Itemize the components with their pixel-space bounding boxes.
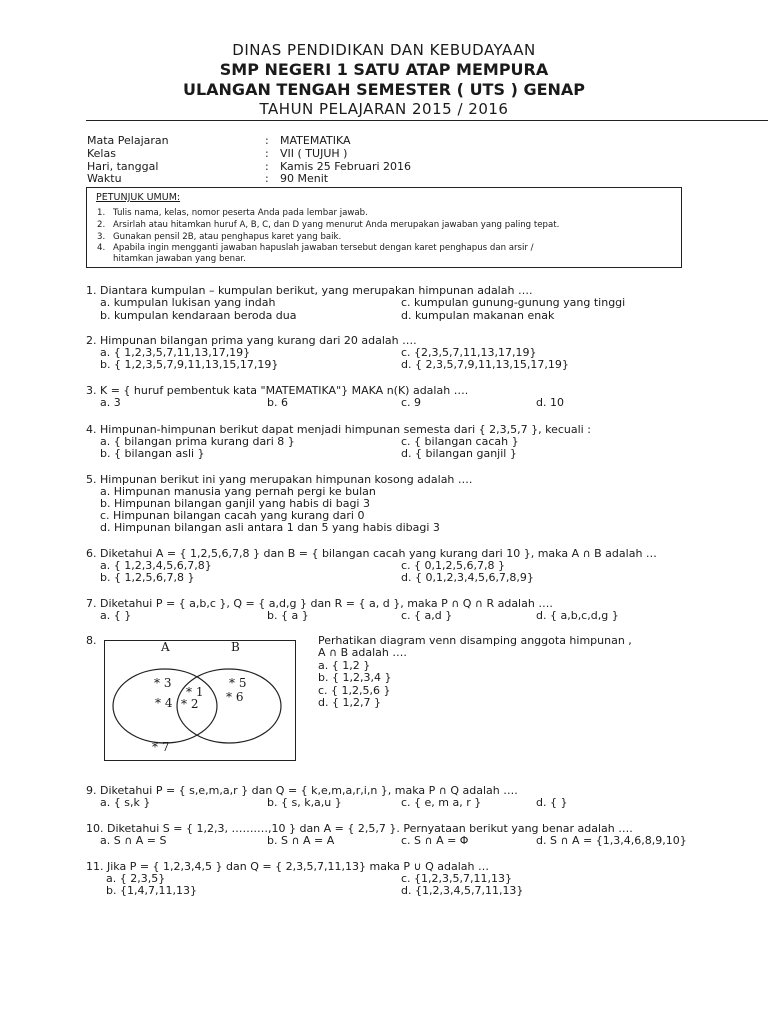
- instruction-text: Arsirlah atau hitamkan huruf A, B, C, dan D yang menurut Anda merupakan jawaban yang paling tepat.: [113, 220, 560, 230]
- question-7-stem: 7. Diketahui P = { a,b,c }, Q = { a,d,g } dan R = { a, d }, maka P ∩ Q ∩ R adalah ….: [86, 597, 553, 610]
- info-colon: :: [265, 160, 269, 173]
- header-academic-year: TAHUN PELAJARAN 2015 / 2016: [259, 100, 509, 118]
- instructions-box: [86, 187, 682, 268]
- question-8-stem-line-1: Perhatikan diagram venn disamping anggota himpunan ,: [318, 634, 632, 647]
- question-2-stem: 2. Himpunan bilangan prima yang kurang dari 20 adalah ….: [86, 334, 417, 347]
- question-8-option-b[interactable]: b. { 1,2,3,4 }: [318, 671, 392, 684]
- instruction-number: 2.: [97, 220, 106, 230]
- header-agency: DINAS PENDIDIKAN DAN KEBUDAYAAN: [232, 41, 536, 59]
- question-10-option-a[interactable]: a. S ∩ A = S: [100, 834, 167, 847]
- question-2-option-d[interactable]: d. { 2,3,5,7,9,11,13,15,17,19}: [401, 358, 569, 371]
- question-5-option-a[interactable]: a. Himpunan manusia yang pernah pergi ke bulan: [100, 485, 376, 498]
- info-label: Mata Pelajaran: [87, 134, 169, 147]
- venn-label-b: B: [231, 640, 240, 654]
- question-4-option-c[interactable]: c. { bilangan cacah }: [401, 435, 519, 448]
- instruction-text: hitamkan jawaban yang benar.: [113, 254, 246, 264]
- question-5-option-b[interactable]: b. Himpunan bilangan ganjil yang habis di bagi 3: [100, 497, 370, 510]
- question-9-option-d[interactable]: d. { }: [536, 796, 568, 809]
- question-9-option-b[interactable]: b. { s, k,a,u }: [267, 796, 342, 809]
- question-8-number: 8.: [86, 634, 97, 647]
- venn-diagram-circles: [104, 640, 296, 761]
- question-10-option-d[interactable]: d. S ∩ A = {1,3,4,6,8,9,10}: [536, 834, 687, 847]
- instruction-number: 3.: [97, 232, 106, 242]
- instruction-item: [97, 254, 246, 264]
- header-school: SMP NEGERI 1 SATU ATAP MEMPURA: [219, 60, 549, 79]
- venn-element-intersection: * 1: [186, 685, 204, 699]
- question-6-option-b[interactable]: b. { 1,2,5,6,7,8 }: [100, 571, 195, 584]
- instruction-number: 1.: [97, 208, 106, 218]
- question-8-option-c[interactable]: c. { 1,2,5,6 }: [318, 684, 391, 697]
- question-3-option-d[interactable]: d. 10: [536, 396, 564, 409]
- instruction-text: Apabila ingin mengganti jawaban hapuslah jawaban tersebut dengan karet penghapus dan arsir /: [113, 243, 534, 253]
- info-label: Hari, tanggal: [87, 160, 159, 173]
- question-8-stem-line-2: A ∩ B adalah ….: [318, 646, 407, 659]
- question-2-option-c[interactable]: c. {2,3,5,7,11,13,17,19}: [401, 346, 537, 359]
- question-5-stem: 5. Himpunan berikut ini yang merupakan himpunan kosong adalah ….: [86, 473, 473, 486]
- info-label: Kelas: [87, 147, 116, 160]
- header-exam-title: ULANGAN TENGAH SEMESTER ( UTS ) GENAP: [182, 80, 586, 99]
- question-3-stem: 3. K = { huruf pembentuk kata "MATEMATIKA"} MAKA n(K) adalah ….: [86, 384, 469, 397]
- question-2-option-b[interactable]: b. { 1,2,3,5,7,9,11,13,15,17,19}: [100, 358, 279, 371]
- question-7-option-c[interactable]: c. { a,d }: [401, 609, 453, 622]
- question-4-option-a[interactable]: a. { bilangan prima kurang dari 8 }: [100, 435, 295, 448]
- question-1-option-d[interactable]: d. kumpulan makanan enak: [401, 309, 555, 322]
- info-label: Waktu: [87, 172, 122, 185]
- info-value: MATEMATIKA: [280, 134, 351, 147]
- venn-element-intersection: * 2: [181, 697, 199, 711]
- question-5-option-c[interactable]: c. Himpunan bilangan cacah yang kurang dari 0: [100, 509, 365, 522]
- instruction-item: [97, 220, 559, 230]
- info-colon: :: [265, 172, 269, 185]
- question-7-option-a[interactable]: a. { }: [100, 609, 132, 622]
- question-6-option-d[interactable]: d. { 0,1,2,3,4,5,6,7,8,9}: [401, 571, 534, 584]
- instruction-item: [97, 243, 534, 253]
- question-5-option-d[interactable]: d. Himpunan bilangan asli antara 1 dan 5 yang habis dibagi 3: [100, 521, 440, 534]
- venn-label-a: A: [161, 640, 170, 654]
- question-3-option-b[interactable]: b. 6: [267, 396, 288, 409]
- info-colon: :: [265, 147, 269, 160]
- venn-element-b-only: * 5: [229, 676, 247, 690]
- question-1-option-c[interactable]: c. kumpulan gunung-gunung yang tinggi: [401, 296, 626, 309]
- question-9-option-a[interactable]: a. { s,k }: [100, 796, 151, 809]
- question-11-option-c[interactable]: c. {1,2,3,5,7,11,13}: [401, 872, 513, 885]
- header-divider: [86, 120, 768, 121]
- info-value: Kamis 25 Februari 2016: [280, 160, 412, 173]
- question-6-option-a[interactable]: a. { 1,2,3,4,5,6,7,8}: [100, 559, 212, 572]
- question-8-option-a[interactable]: a. { 1,2 }: [318, 659, 371, 672]
- info-value: VII ( TUJUH ): [280, 147, 348, 160]
- question-9-option-c[interactable]: c. { e, m a, r }: [401, 796, 482, 809]
- question-3-option-c[interactable]: c. 9: [401, 396, 422, 409]
- question-4-option-b[interactable]: b. { bilangan asli }: [100, 447, 205, 460]
- instructions-title: PETUNJUK UMUM:: [96, 192, 181, 203]
- question-7-option-b[interactable]: b. { a }: [267, 609, 309, 622]
- venn-element-a-only: * 4: [155, 696, 173, 710]
- instruction-number: 4.: [97, 243, 106, 253]
- question-10-stem: 10. Diketahui S = { 1,2,3, …….…,10 } dan A = { 2,5,7 }. Pernyataan berikut yang benar adalah ….: [86, 822, 633, 835]
- question-1-stem: 1. Diantara kumpulan – kumpulan berikut, yang merupakan himpunan adalah ….: [86, 284, 533, 297]
- question-4-option-d[interactable]: d. { bilangan ganjil }: [401, 447, 517, 460]
- venn-element-b-only: * 6: [226, 690, 244, 704]
- question-11-option-b[interactable]: b. {1,4,7,11,13}: [106, 884, 197, 897]
- question-8-option-d[interactable]: d. { 1,2,7 }: [318, 696, 381, 709]
- info-value: 90 Menit: [280, 172, 329, 185]
- instruction-item: [97, 208, 368, 218]
- question-2-option-a[interactable]: a. { 1,2,3,5,7,11,13,17,19}: [100, 346, 251, 359]
- info-colon: :: [265, 134, 269, 147]
- instruction-text: Tulis nama, kelas, nomor peserta Anda pada lembar jawab.: [113, 208, 368, 218]
- question-6-option-c[interactable]: c. { 0,1,2,5,6,7,8 }: [401, 559, 506, 572]
- question-3-option-a[interactable]: a. 3: [100, 396, 121, 409]
- question-11-option-a[interactable]: a. { 2,3,5}: [106, 872, 166, 885]
- question-1-option-b[interactable]: b. kumpulan kendaraan beroda dua: [100, 309, 297, 322]
- question-11-option-d[interactable]: d. {1,2,3,4,5,7,11,13}: [401, 884, 524, 897]
- question-4-stem: 4. Himpunan-himpunan berikut dapat menjadi himpunan semesta dari { 2,3,5,7 }, kecuali :: [86, 423, 591, 436]
- instruction-text: Gunakan pensil 2B, atau penghapus karet yang baik.: [113, 232, 342, 242]
- question-7-option-d[interactable]: d. { a,b,c,d,g }: [536, 609, 619, 622]
- question-10-option-b[interactable]: b. S ∩ A = A: [267, 834, 335, 847]
- instruction-item: [97, 232, 341, 242]
- question-10-option-c[interactable]: c. S ∩ A = Φ: [401, 834, 469, 847]
- question-1-option-a[interactable]: a. kumpulan lukisan yang indah: [100, 296, 276, 309]
- venn-element-a-only: * 3: [154, 676, 172, 690]
- question-9-stem: 9. Diketahui P = { s,e,m,a,r } dan Q = { k,e,m,a,r,i,n }, maka P ∩ Q adalah ….: [86, 784, 518, 797]
- question-6-stem: 6. Diketahui A = { 1,2,5,6,7,8 } dan B = { bilangan cacah yang kurang dari 10 }, maka A ∩ B adalah …: [86, 547, 657, 560]
- question-11-stem: 11. Jika P = { 1,2,3,4,5 } dan Q = { 2,3,5,7,11,13} maka P ∪ Q adalah …: [86, 860, 489, 873]
- venn-element-outside: * 7: [152, 740, 170, 754]
